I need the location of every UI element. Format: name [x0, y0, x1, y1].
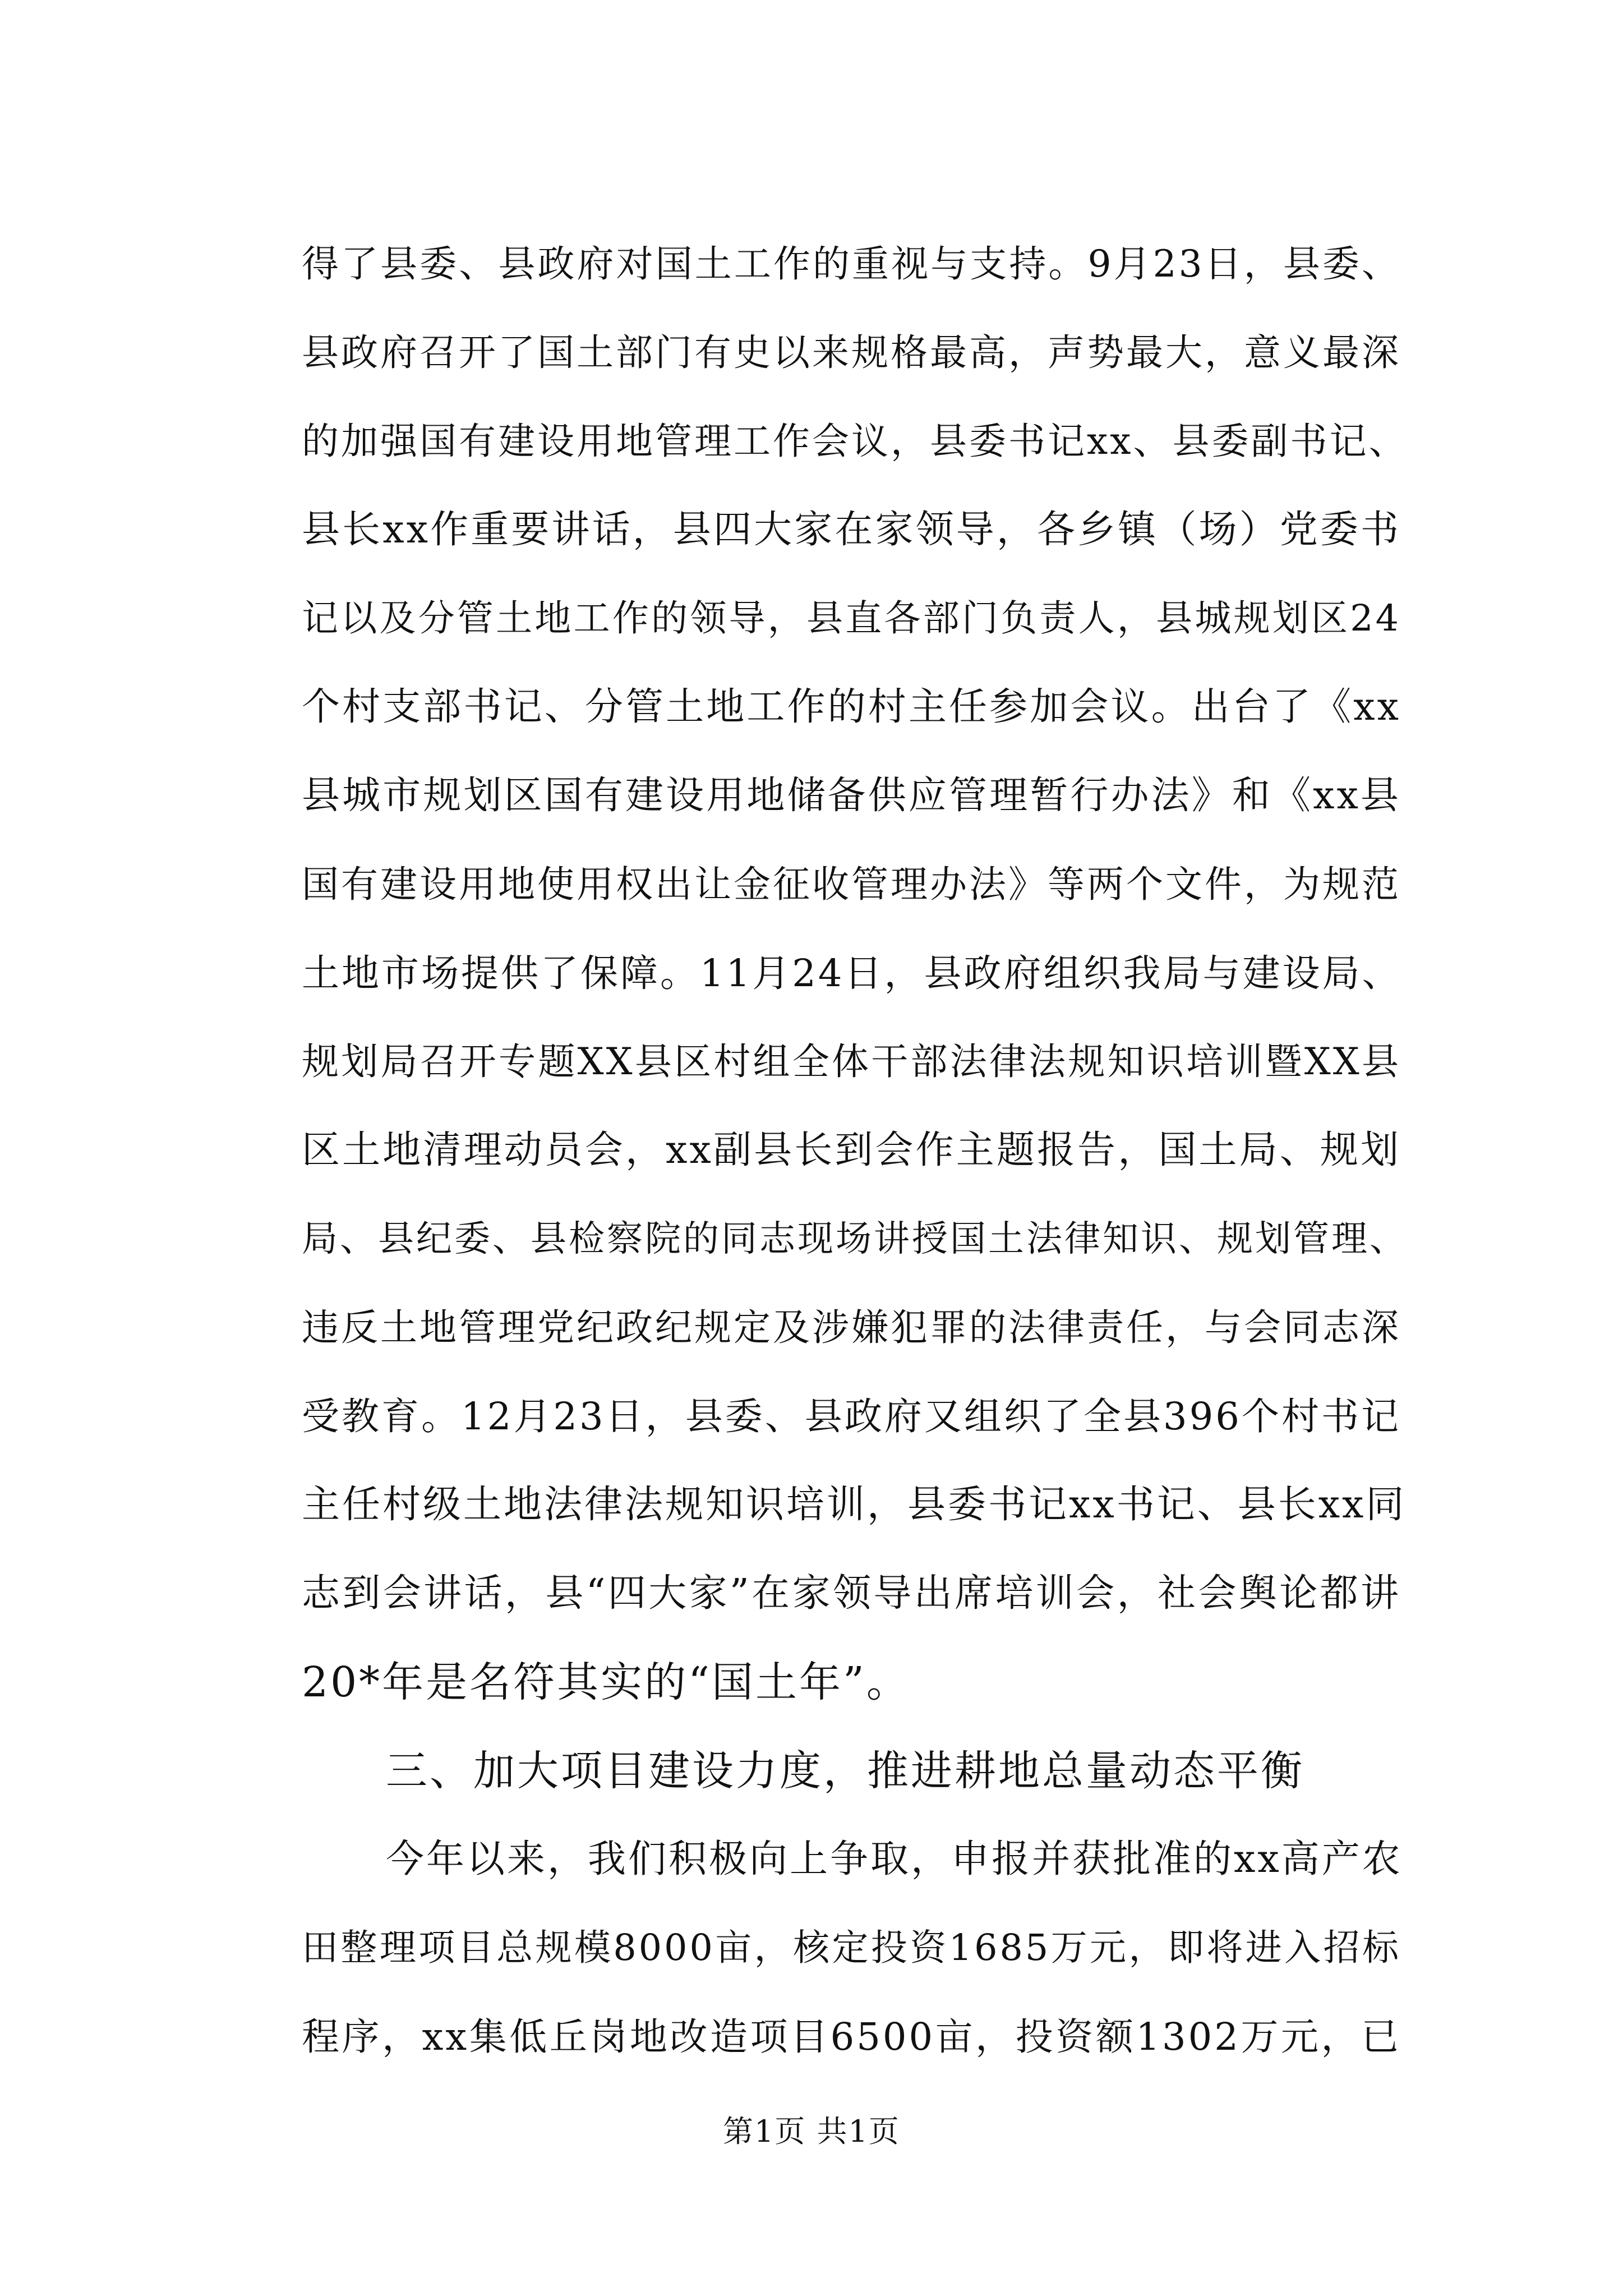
- section-heading: 三、加大项目建设力度，推进耕地总量动态平衡: [386, 1747, 1304, 1795]
- text-line: 县长xx作重要讲话，县四大家在家领导，各乡镇（场）党委书: [302, 508, 1401, 552]
- text-line: 局、县纪委、县检察院的同志现场讲授国土法律知识、规划管理、: [302, 1218, 1408, 1260]
- text-line: 土地市场提供了保障。11月24日，县政府组织我局与建设局、: [302, 951, 1402, 995]
- text-line: 今年以来，我们积极向上争取，申报并获批准的xx高产农: [386, 1837, 1403, 1881]
- text-line: 的加强国有建设用地管理工作会议，县委书记xx、县委副书记、: [302, 420, 1408, 463]
- text-line: 规划局召开专题XX县区村组全体干部法律法规知识培训暨XX县: [302, 1040, 1401, 1083]
- text-line: 主任村级土地法律法规知识培训，县委书记xx书记、县长xx同: [302, 1483, 1407, 1527]
- text-line: 县城市规划区国有建设用地储备供应管理暂行办法》和《xx县: [302, 774, 1401, 818]
- text-line: 受教育。12月23日，县委、县政府又组织了全县396个村书记: [302, 1395, 1401, 1438]
- text-line: 田整理项目总规模8000亩，核定投资1685万元，即将进入招标: [302, 1927, 1401, 1969]
- page-number-label: 第1页 共1页: [723, 2114, 900, 2149]
- text-line: 区土地清理动员会，xx副县长到会作主题报告，国土局、规划: [302, 1128, 1401, 1172]
- text-line: 程序，xx集低丘岗地改造项目6500亩，投资额1302万元，已: [302, 2015, 1401, 2059]
- text-line: 得了县委、县政府对国土工作的重视与支持。9月23日，县委、: [302, 242, 1401, 286]
- text-line: 个村支部书记、分管土地工作的村主任参加会议。出台了《xx: [302, 685, 1401, 729]
- page-footer: [0, 2109, 1623, 2154]
- text-line: 20*年是名符其实的“国土年”。: [302, 1658, 910, 1706]
- document-body: [302, 220, 1408, 2081]
- text-line: 国有建设用地使用权出让金征收管理办法》等两个文件，为规范: [302, 863, 1401, 906]
- text-line: 志到会讲话，县“四大家”在家领导出席培训会，社会舆论都讲: [302, 1571, 1401, 1616]
- text-line: 违反土地管理党纪政纪规定及涉嫌犯罪的法律责任，与会同志深: [302, 1306, 1401, 1349]
- text-line: 记以及分管土地工作的领导，县直各部门负责人，县城规划区24: [302, 597, 1401, 639]
- text-line: 县政府召开了国土部门有史以来规格最高，声势最大，意义最深: [302, 331, 1401, 374]
